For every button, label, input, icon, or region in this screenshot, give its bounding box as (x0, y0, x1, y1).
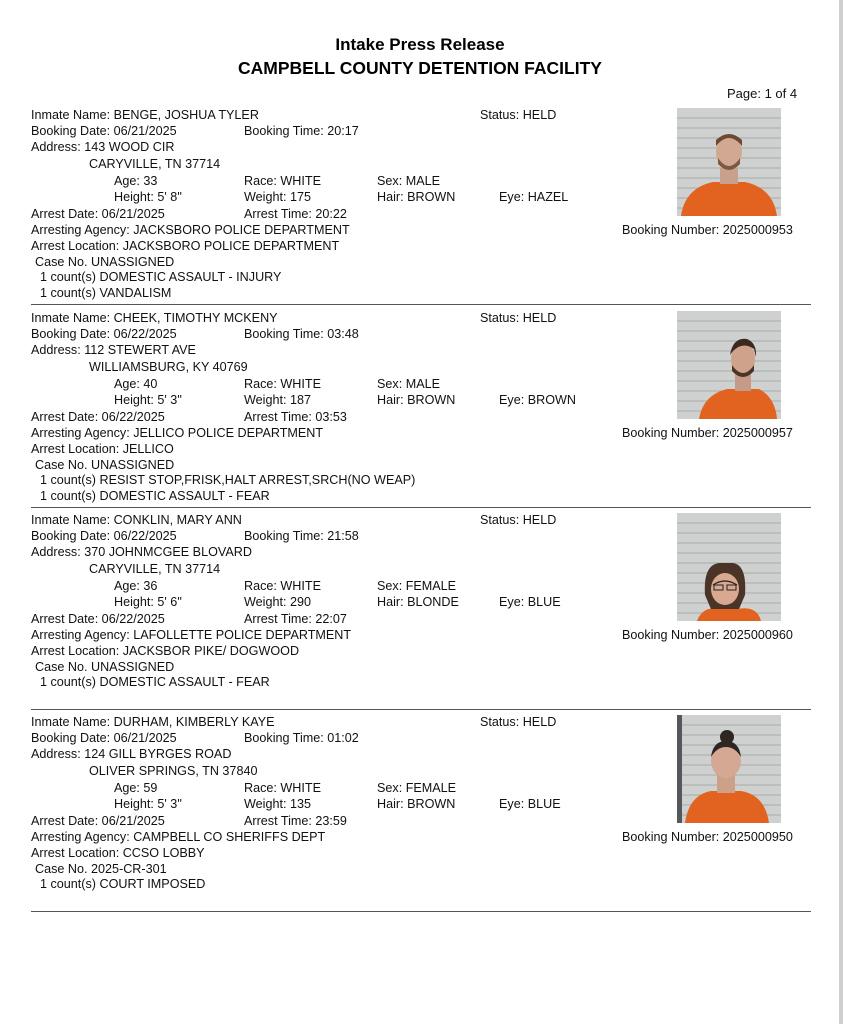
weight: Weight: 187 (244, 393, 311, 407)
age: Age: 59 (114, 781, 158, 795)
charge: 1 count(s) DOMESTIC ASSAULT - FEAR (40, 675, 270, 689)
arrest-location: Arrest Location: JACKSBORO POLICE DEPARTMENT (31, 239, 340, 253)
eye: Eye: BLUE (499, 595, 561, 609)
case-number: Case No. 2025-CR-301 (35, 862, 167, 876)
arrest-location: Arrest Location: JELLICO (31, 442, 174, 456)
inmate-name: Inmate Name: CHEEK, TIMOTHY MCKENY (31, 311, 278, 325)
city-state-zip: WILLIAMSBURG, KY 40769 (89, 360, 248, 374)
arrest-date: Arrest Date: 06/22/2025 (31, 612, 165, 626)
city-state-zip: CARYVILLE, TN 37714 (89, 562, 221, 576)
arresting-agency: Arresting Agency: JELLICO POLICE DEPARTMENT (31, 426, 324, 440)
weight: Weight: 290 (244, 595, 311, 609)
charge: 1 count(s) COURT IMPOSED (40, 877, 206, 891)
case-number: Case No. UNASSIGNED (35, 255, 175, 269)
hair: Hair: BLONDE (377, 595, 459, 609)
document-title: Intake Press Release (335, 35, 505, 54)
mugshot-photo (677, 108, 781, 216)
booking-time: Booking Time: 01:02 (244, 731, 359, 745)
inmate-status: Status: HELD (480, 513, 557, 527)
case-number: Case No. UNASSIGNED (35, 660, 175, 674)
eye: Eye: HAZEL (499, 190, 569, 204)
case-number: Case No. UNASSIGNED (35, 458, 175, 472)
height: Height: 5' 3" (114, 797, 182, 811)
booking-date: Booking Date: 06/21/2025 (31, 731, 177, 745)
inmate-record (0, 708, 843, 908)
sex: Sex: FEMALE (377, 579, 457, 593)
inmate-record (0, 101, 843, 301)
eye: Eye: BLUE (499, 797, 561, 811)
age: Age: 36 (114, 579, 158, 593)
arrest-date: Arrest Date: 06/21/2025 (31, 814, 165, 828)
race: Race: WHITE (244, 781, 321, 795)
mugshot-photo (677, 311, 781, 419)
inmate-name: Inmate Name: CONKLIN, MARY ANN (31, 513, 242, 527)
arrest-time: Arrest Time: 20:22 (244, 207, 347, 221)
inmate-record (0, 506, 843, 706)
arresting-agency: Arresting Agency: LAFOLLETTE POLICE DEPARTMENT (31, 628, 352, 642)
charge: 1 count(s) DOMESTIC ASSAULT - FEAR (40, 489, 270, 503)
arresting-agency: Arresting Agency: CAMPBELL CO SHERIFFS DEPT (31, 830, 326, 844)
address: Address: 370 JOHNMCGEE BLOVARD (31, 545, 252, 559)
hair: Hair: BROWN (377, 797, 456, 811)
hair: Hair: BROWN (377, 393, 456, 407)
arrest-location: Arrest Location: CCSO LOBBY (31, 846, 205, 860)
booking-time: Booking Time: 20:17 (244, 124, 359, 138)
booking-time: Booking Time: 21:58 (244, 529, 359, 543)
age: Age: 40 (114, 377, 158, 391)
charge: 1 count(s) DOMESTIC ASSAULT - INJURY (40, 270, 282, 284)
booking-date: Booking Date: 06/22/2025 (31, 327, 177, 341)
booking-date: Booking Date: 06/21/2025 (31, 124, 177, 138)
arrest-date: Arrest Date: 06/22/2025 (31, 410, 165, 424)
sex: Sex: MALE (377, 377, 440, 391)
city-state-zip: CARYVILLE, TN 37714 (89, 157, 221, 171)
inmate-name: Inmate Name: DURHAM, KIMBERLY KAYE (31, 715, 275, 729)
weight: Weight: 135 (244, 797, 311, 811)
weight: Weight: 175 (244, 190, 311, 204)
booking-date: Booking Date: 06/22/2025 (31, 529, 177, 543)
height: Height: 5' 3" (114, 393, 182, 407)
arrest-location: Arrest Location: JACKSBOR PIKE/ DOGWOOD (31, 644, 300, 658)
arresting-agency: Arresting Agency: JACKSBORO POLICE DEPARTMENT (31, 223, 350, 237)
age: Age: 33 (114, 174, 158, 188)
arrest-time: Arrest Time: 23:59 (244, 814, 347, 828)
arrest-date: Arrest Date: 06/21/2025 (31, 207, 165, 221)
booking-number: Booking Number: 2025000960 (622, 628, 793, 642)
sex: Sex: FEMALE (377, 781, 457, 795)
facility-name: CAMPBELL COUNTY DETENTION FACILITY (238, 58, 602, 78)
mugshot-photo (677, 715, 781, 823)
record-separator (31, 911, 811, 912)
address: Address: 143 WOOD CIR (31, 140, 175, 154)
booking-number: Booking Number: 2025000953 (622, 223, 793, 237)
race: Race: WHITE (244, 579, 321, 593)
sex: Sex: MALE (377, 174, 440, 188)
inmate-record (0, 304, 843, 504)
arrest-time: Arrest Time: 03:53 (244, 410, 347, 424)
page-number: Page: 1 of 4 (727, 86, 798, 101)
city-state-zip: OLIVER SPRINGS, TN 37840 (89, 764, 258, 778)
height: Height: 5' 8" (114, 190, 182, 204)
inmate-name: Inmate Name: BENGE, JOSHUA TYLER (31, 108, 259, 122)
address: Address: 124 GILL BYRGES ROAD (31, 747, 232, 761)
booking-number: Booking Number: 2025000957 (622, 426, 793, 440)
booking-time: Booking Time: 03:48 (244, 327, 359, 341)
inmate-status: Status: HELD (480, 311, 557, 325)
charge: 1 count(s) RESIST STOP,FRISK,HALT ARREST,SRCH(NO WEAP) (40, 473, 416, 487)
mugshot-photo (677, 513, 781, 621)
arrest-time: Arrest Time: 22:07 (244, 612, 347, 626)
inmate-status: Status: HELD (480, 715, 557, 729)
address: Address: 112 STEWERT AVE (31, 343, 196, 357)
booking-number: Booking Number: 2025000950 (622, 830, 793, 844)
charge: 1 count(s) VANDALISM (40, 286, 172, 300)
eye: Eye: BROWN (499, 393, 576, 407)
inmate-status: Status: HELD (480, 108, 557, 122)
race: Race: WHITE (244, 174, 321, 188)
hair: Hair: BROWN (377, 190, 456, 204)
race: Race: WHITE (244, 377, 321, 391)
height: Height: 5' 6" (114, 595, 182, 609)
